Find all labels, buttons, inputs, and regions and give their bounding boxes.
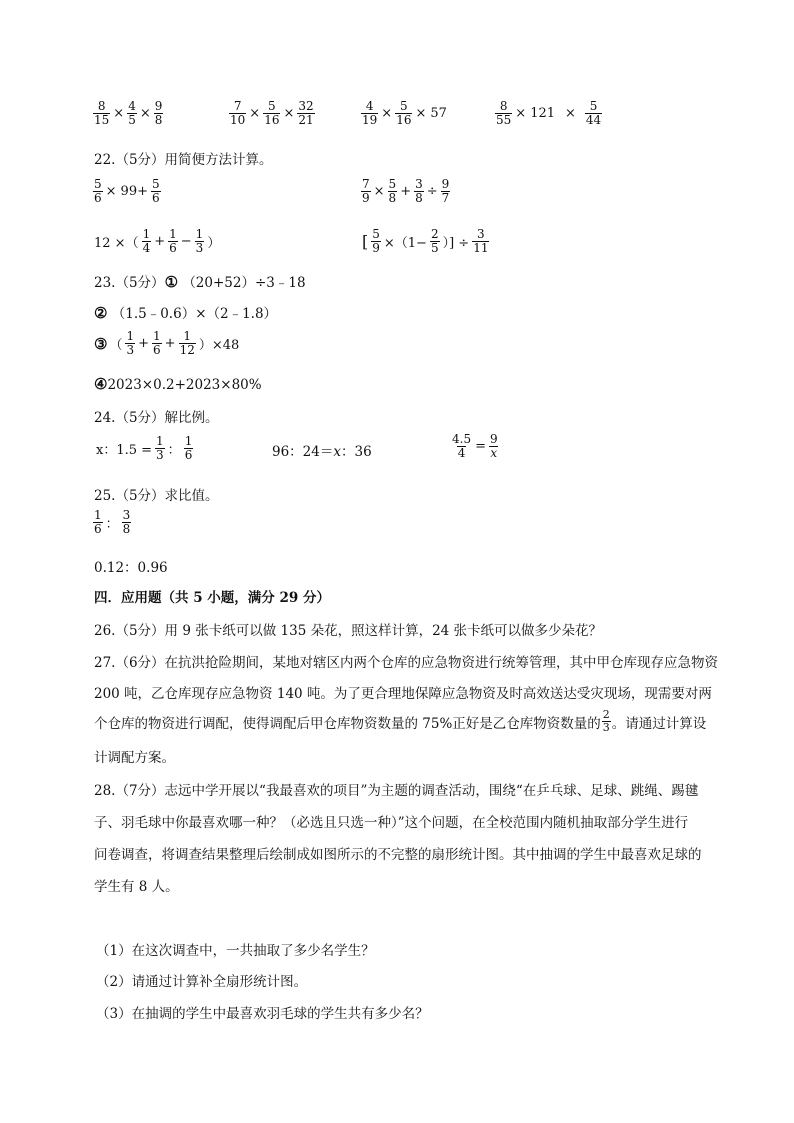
expr-25-a (92, 509, 132, 536)
expr-23-4-row (94, 375, 262, 393)
fraction-num: 32 (298, 99, 314, 113)
fraction-den: 16 (264, 113, 280, 127)
fraction-den: 6 (153, 343, 161, 357)
fraction-den: 8 (388, 191, 397, 205)
fraction-den: 3 (602, 721, 610, 734)
expr-21-3 (360, 100, 449, 127)
fraction-num: 9 (490, 432, 498, 446)
fraction-num: 1 (195, 227, 204, 241)
expr-23-2: （1.5﹣0.6）×（2﹣1.8） (111, 306, 278, 322)
times-sign: × (249, 106, 261, 121)
question-27-line-3-text: 个仓库的物资进行调配，使得调配后甲仓库物资数量的 75%正好是乙仓库物资数量的 (94, 715, 601, 732)
question-28-line-4: 学生有 8 人。 (94, 879, 179, 895)
fraction-num: 5 (589, 99, 598, 113)
times-sign: × (105, 184, 117, 199)
ratio-colon: ： (105, 517, 119, 532)
question-28-line-2: 子、羽毛球中你最喜欢哪一种？（必选且只选一种）”这个问题，在全校范围内随机抽取部分学生进行 (94, 815, 689, 831)
expr-text: 96：24＝ (272, 444, 334, 460)
times-sign: × (113, 106, 125, 121)
fraction-den: 15 (94, 113, 110, 127)
sub-question-3: （3）在抽调的学生中最喜欢羽毛球的学生共有多少名？ (96, 1006, 429, 1022)
expr-23-1: （20+52）÷3﹣18 (182, 275, 306, 291)
fraction-den: 4 (142, 241, 151, 255)
expr-22-c (92, 228, 222, 255)
fraction-den: x (490, 446, 498, 460)
question-27-line-3-tail: 。请通过计算设 (611, 715, 707, 732)
question-22-title: 22.（5分）用简便方法计算。 (94, 152, 273, 168)
circled-one-icon: ① (164, 273, 179, 291)
expr-22-a (92, 178, 162, 205)
fraction-num: 3 (415, 177, 423, 191)
fraction-num: 7 (233, 99, 242, 113)
fraction-den: 7 (441, 191, 450, 205)
question-27-line-2: 200 吨，乙仓库现存应急物资 140 吨。为了更合理地保障应急物资及时高效送达受灾现场，现需要对两 (94, 686, 712, 702)
fraction-den: 6 (184, 448, 193, 462)
fraction-den: 6 (151, 191, 160, 205)
question-27-line-1: 27.（6分）在抗洪抢险期间，某地对辖区内两个仓库的应急物资进行统筹管理，其中甲仓库现存应急物资 (94, 655, 719, 671)
times-sign: × (381, 106, 393, 121)
times-sign: × (415, 106, 427, 121)
close-paren: ） (207, 236, 221, 251)
fraction-den: 9 (372, 241, 380, 255)
fraction-num: 3 (477, 227, 485, 241)
fraction-num: 5 (268, 99, 276, 113)
fraction-den: 5 (128, 113, 136, 127)
fraction-den: 11 (473, 241, 489, 255)
plus-sign: + (138, 336, 150, 351)
fraction-num: 7 (362, 177, 370, 191)
fraction-den: 8 (122, 522, 131, 536)
fraction-den: 44 (585, 113, 602, 127)
fraction-den: 10 (230, 113, 246, 127)
fraction-num: 5 (372, 227, 380, 241)
expr-22-b (360, 178, 451, 205)
fraction-num: 1 (184, 434, 193, 448)
fraction-num: 4 (365, 99, 374, 113)
expr-21-1 (92, 100, 164, 127)
fraction-num: 8 (97, 99, 106, 113)
fraction-num: 1 (142, 227, 151, 241)
expr-lead: x：1.5 = (96, 443, 153, 458)
expr-24-b (272, 440, 372, 460)
times-sign: × (565, 106, 576, 121)
fraction-num: 5 (94, 177, 102, 191)
fraction-num: 1 (94, 508, 102, 522)
sub-question-2: （2）请通过计算补全扇形统计图。 (96, 974, 308, 990)
open-paren: （ (109, 338, 123, 353)
sub-question-1: （1）在这次调查中，一共抽取了多少名学生？ (96, 943, 375, 959)
number: 99+ (120, 184, 148, 199)
equals-sign: = (475, 439, 486, 454)
fraction-num: 2 (602, 708, 610, 721)
fraction-num: 9 (154, 99, 163, 113)
plus-sign: + (400, 184, 412, 199)
expr-tail: ）×48 (198, 338, 240, 353)
fraction-num: 8 (499, 99, 508, 113)
expr-23-3-row (94, 330, 241, 357)
fraction-num: 5 (400, 99, 408, 113)
times-sign: × (373, 184, 385, 199)
fraction-num: 1 (126, 329, 135, 343)
question-28-line-3: 问卷调查，将调查结果整理后绘制成如图所示的不完整的扇形统计图。其中抽调的学生中最喜欢足球的 (94, 847, 702, 863)
expr-21-4 (494, 100, 603, 127)
fraction-num: 5 (151, 177, 160, 191)
number: 121 (530, 106, 556, 121)
question-27-line-3 (94, 709, 706, 734)
question-25-title: 25.（5分）求比值。 (94, 488, 219, 504)
fraction-den: 19 (362, 113, 378, 127)
expr-24-c (450, 433, 500, 460)
fraction-num: 3 (122, 508, 131, 522)
fraction-num: 2 (430, 227, 439, 241)
plus-sign: + (154, 234, 166, 249)
fraction-den: 6 (94, 191, 102, 205)
expr-24-a (94, 435, 194, 462)
divide-sign: ÷ (426, 184, 438, 199)
fraction-num: 1 (153, 329, 161, 343)
fraction-den: 6 (94, 522, 102, 536)
circled-three-icon: ③ (94, 334, 108, 353)
expr-lead: 12 ×（ (94, 236, 139, 251)
expr-close: ）] ÷ (442, 236, 470, 251)
fraction-den: 9 (362, 191, 370, 205)
fraction-num: 4 (128, 99, 136, 113)
fraction-den: 21 (298, 113, 314, 127)
open-bracket: [ (362, 232, 369, 251)
question-number: 23.（5分） (94, 275, 165, 291)
fraction-den: 3 (126, 343, 135, 357)
expr-22-d (360, 228, 490, 255)
number: 57 (430, 106, 447, 121)
fraction-den: 5 (430, 241, 439, 255)
fraction-den: 6 (169, 241, 177, 255)
fraction-den: 16 (396, 113, 412, 127)
question-28-line-1: 28.（7分）志远中学开展以“我最喜欢的项目”为主题的调查活动，围绕“在乒乓球、足球、跳绳、踢毽 (94, 783, 699, 799)
minus-sign: − (180, 234, 192, 249)
fraction-num: 5 (388, 177, 397, 191)
expr-21-2 (228, 100, 316, 127)
expr-25-b: 0.12：0.96 (94, 560, 168, 576)
fraction-num: 4.5 (452, 432, 472, 446)
fraction-num: 1 (169, 227, 177, 241)
circled-four-icon: ④ (94, 375, 108, 393)
section-heading: 四．应用题（共 5 小题，满分 29 分） (94, 590, 330, 606)
variable-x: x (333, 444, 341, 460)
plus-sign: + (164, 336, 176, 351)
question-27-line-4: 计调配方案。 (94, 750, 175, 766)
fraction-den: 8 (154, 113, 163, 127)
question-26: 26.（5分）用 9 张卡纸可以做 135 朵花，照这样计算，24 张卡纸可以做多少朵花？ (94, 623, 603, 639)
question-23-title (94, 271, 306, 291)
fraction-den: 3 (156, 448, 164, 462)
fraction-den: 4 (457, 446, 466, 460)
fraction-den: 55 (496, 113, 512, 127)
expr-mid: ×（1− (383, 236, 427, 251)
fraction-den: 8 (415, 191, 423, 205)
times-sign: × (283, 106, 295, 121)
expr-23-4: 2023×0.2+2023×80% (107, 377, 262, 393)
fraction-den: 12 (179, 343, 195, 357)
circled-two-icon: ② (94, 304, 108, 322)
expr-tail: ：36 (340, 444, 372, 460)
question-24-title: 24.（5分）解比例。 (94, 410, 219, 426)
times-sign: × (139, 106, 151, 121)
fraction-den: 3 (195, 241, 204, 255)
times-sign: × (515, 106, 527, 121)
ratio-colon: ： (167, 443, 181, 458)
fraction-num: 1 (156, 434, 164, 448)
fraction-num: 9 (441, 177, 450, 191)
fraction-num: 1 (183, 329, 192, 343)
expr-23-2-row (94, 302, 277, 322)
